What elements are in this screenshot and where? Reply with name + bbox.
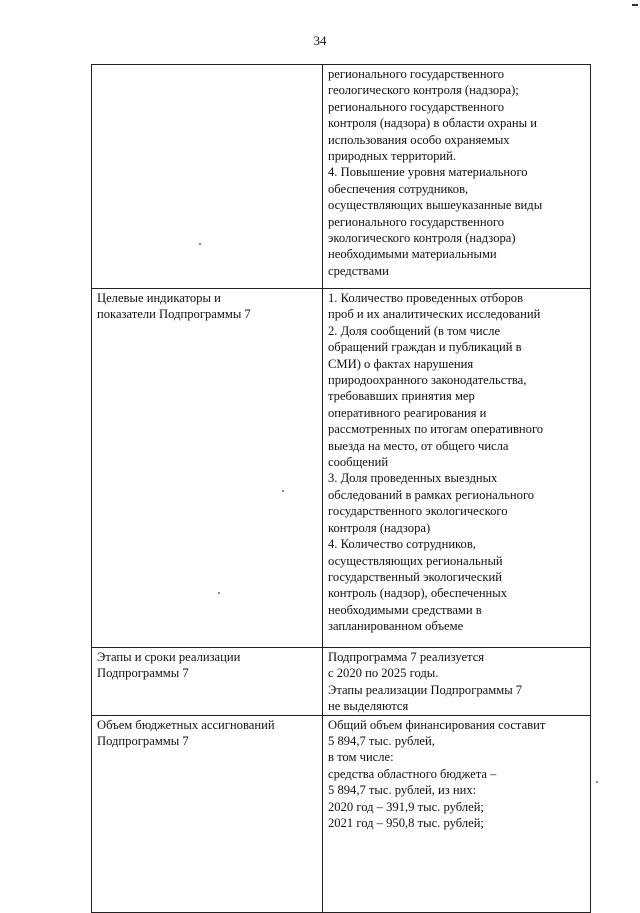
row-1-label-cell bbox=[92, 65, 323, 289]
row-1-value-line: регионального государственного bbox=[328, 99, 505, 114]
row-2-value-line: необходимыми средствами в bbox=[328, 602, 482, 617]
row-1-value-line: осуществляющих вышеуказанные виды bbox=[328, 198, 543, 213]
row-1-value-line: регионального государственного bbox=[328, 67, 505, 81]
scan-speck bbox=[218, 592, 220, 594]
row-4-label-line: Подпрограммы 7 bbox=[97, 734, 189, 749]
row-2-value-line: сообщений bbox=[328, 455, 389, 470]
row-1-value-line: использования особо охраняемых bbox=[328, 132, 510, 147]
row-4-value-line: 5 894,7 тыс. рублей, из них: bbox=[328, 783, 477, 798]
row-2-label-line: показатели Подпрограммы 7 bbox=[97, 307, 251, 322]
row-4-value-line: в том числе: bbox=[328, 750, 394, 765]
row-3-value-line: не выделяются bbox=[328, 699, 409, 714]
table-row-stages bbox=[92, 648, 591, 716]
row-2-value-line: контроль (надзор), обеспеченных bbox=[328, 586, 508, 601]
row-3-label-line: Этапы и сроки реализации bbox=[97, 650, 241, 664]
row-2-value-cell bbox=[323, 289, 591, 648]
table-row-indicators bbox=[92, 289, 591, 648]
row-3-label-line: Подпрограммы 7 bbox=[97, 666, 189, 681]
scan-speck bbox=[199, 243, 201, 245]
row-1-value-cell bbox=[323, 65, 591, 289]
row-2-value-line: запланированном объеме bbox=[328, 619, 464, 634]
row-2-label-line: Целевые индикаторы и bbox=[97, 291, 221, 305]
row-1-value-line: необходимыми материальными bbox=[328, 247, 497, 262]
row-2-value-line: 3. Доля проведенных выездных bbox=[328, 471, 498, 486]
row-2-value-line: государственный экологический bbox=[328, 569, 502, 584]
row-2-value-line: выезда на место, от общего числа bbox=[328, 438, 509, 453]
row-1-value-line: 4. Повышение уровня материального bbox=[328, 165, 528, 180]
row-2-value-line: государственного экологического bbox=[328, 504, 508, 519]
row-1-value-line: контроля (надзора) в области охраны и bbox=[328, 116, 537, 131]
row-3-label-cell bbox=[92, 648, 323, 716]
subprogram-passport-table bbox=[91, 64, 591, 913]
row-1-value-line: регионального государственного bbox=[328, 214, 505, 229]
row-2-value-line: рассмотренных по итогам оперативного bbox=[328, 422, 544, 437]
row-2-value-line: требовавших принятия мер bbox=[328, 389, 475, 404]
page-number: 34 bbox=[313, 33, 327, 48]
scan-corner-mark bbox=[632, 4, 638, 6]
row-2-value-line: осуществляющих региональный bbox=[328, 553, 503, 568]
scan-speck bbox=[596, 781, 598, 783]
row-2-value-line: обследований в рамках регионального bbox=[328, 487, 535, 502]
table-row-goals-continued bbox=[92, 65, 591, 289]
row-2-value-line: оперативного реагирования и bbox=[328, 405, 487, 420]
row-1-value-line: природных территорий. bbox=[328, 149, 457, 164]
row-4-value-line: 5 894,7 тыс. рублей, bbox=[328, 734, 435, 749]
row-1-value-line: обеспечения сотрудников, bbox=[328, 181, 469, 196]
row-1-value-line: экологического контроля (надзора) bbox=[328, 231, 516, 246]
row-2-value-line: контроля (надзора) bbox=[328, 520, 431, 535]
row-4-label-line: Объем бюджетных ассигнований bbox=[97, 717, 275, 732]
row-2-value-line: СМИ) о фактах нарушения bbox=[328, 356, 474, 371]
row-4-value-line: 2020 год – 391,9 тыс. рублей; bbox=[328, 799, 484, 814]
row-3-value-line: с 2020 по 2025 годы. bbox=[328, 666, 439, 681]
table-row-budget bbox=[92, 715, 591, 912]
row-2-value-line: 4. Количество сотрудников, bbox=[328, 537, 476, 552]
row-1-value-line: геологического контроля (надзора); bbox=[328, 83, 519, 98]
row-1-value-line: средствами bbox=[328, 263, 389, 278]
row-2-value-line: обращений граждан и публикаций в bbox=[328, 340, 522, 355]
row-4-value-line: средства областного бюджета – bbox=[328, 766, 497, 781]
row-4-value-line: 2021 год – 950,8 тыс. рублей; bbox=[328, 816, 484, 831]
row-2-value-line: 1. Количество проведенных отборов bbox=[328, 291, 524, 305]
row-3-value-cell bbox=[323, 648, 591, 716]
row-2-value-line: 2. Доля сообщений (в том числе bbox=[328, 323, 501, 338]
row-2-value-line: природоохранного законодательства, bbox=[328, 373, 527, 388]
row-2-label-cell bbox=[92, 289, 323, 648]
row-4-label-cell bbox=[92, 715, 323, 912]
row-3-value-line: Подпрограмма 7 реализуется bbox=[328, 650, 485, 664]
row-4-value-line: Общий объем финансирования составит bbox=[328, 717, 546, 732]
row-3-value-line: Этапы реализации Подпрограммы 7 bbox=[328, 682, 523, 697]
row-2-value-line: проб и их аналитических исследований bbox=[328, 307, 541, 322]
scan-speck bbox=[282, 490, 284, 492]
row-4-value-cell bbox=[323, 715, 591, 912]
